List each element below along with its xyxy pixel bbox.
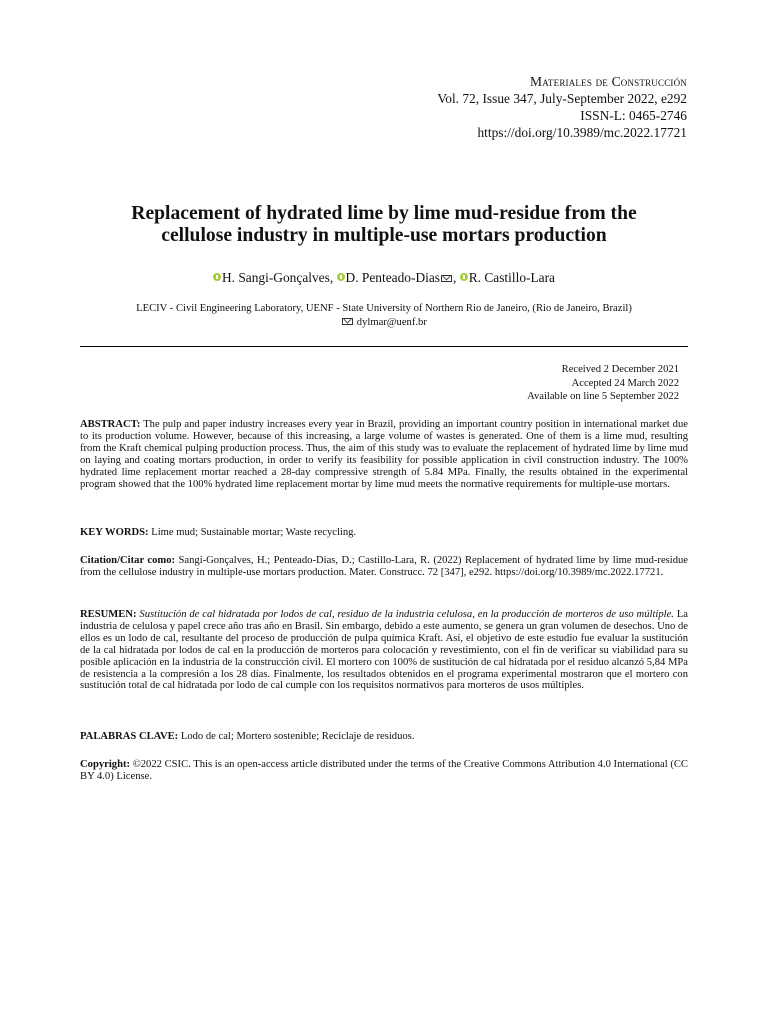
- email-link[interactable]: dylmar@uenf.br: [356, 317, 427, 328]
- author-list: [80, 270, 688, 286]
- received-date: Received 2 December 2021: [561, 364, 679, 375]
- orcid-icon[interactable]: [460, 273, 468, 281]
- journal-doi-link[interactable]: https://doi.org/10.3989/mc.2022.17721: [477, 125, 687, 140]
- abstract-label: ABSTRACT:: [80, 419, 141, 430]
- resumen-text: La industria de celulosa y papel crece año tras año en Brasil. Sin embargo, debido a este aumento, se genera un gran volumen de desechos. Uno de ellos es un lodo de cal, resultante del proceso de producción de pulpa química Kraft. Así, el objetivo de este estudio fue evaluar la sustitución de la cal hidratada por lodos de cal en la producción de morteros para colocación y revestimiento, con el fin de verificar su viabilidad para su posible aplicación en la industria de la construcción civil. El mortero con 100% de sustitución de cal hidratada por el residuo alcanzó 5,84 MPa de resistencia a la compresión a los 28 días. Finalmente, los resultados obtenidos en el programa experimental mostraron que el mortero con sustitución total de cal hidratada por lodo de cal cumple con los requisitos normativos para morteros de usos múltiples.: [80, 609, 689, 692]
- affiliation-block: [80, 302, 688, 330]
- copyright: [80, 759, 688, 783]
- journal-name: Materiales de Construcción: [530, 74, 687, 89]
- author-name[interactable]: H. Sangi-Gonçalves: [221, 270, 330, 285]
- copyright-text: ©2022 CSIC. This is an open-access article distributed under the terms of the Creative Commons Attribution 4.0 International (CC BY 4.0) License.: [80, 759, 688, 782]
- affiliation: LECIV - Civil Engineering Laboratory, UENF - State University of Northern Rio de Janeiro, (Rio de Janeiro, Brazil): [136, 303, 632, 314]
- corresponding-email: [80, 316, 688, 330]
- resumen-label: RESUMEN:: [80, 609, 137, 620]
- author-name[interactable]: R. Castillo-Lara: [468, 270, 555, 285]
- journal-volume: Vol. 72, Issue 347, July-September 2022, e292: [437, 91, 687, 106]
- journal-header: [437, 73, 687, 141]
- citation-label: Citation/Citar como:: [80, 555, 176, 566]
- author-separator: ,: [453, 270, 460, 285]
- header-divider: [80, 346, 688, 347]
- title-line-2: cellulose industry in multiple-use mortars production: [161, 225, 607, 246]
- title-line-1: Replacement of hydrated lime by lime mud-residue from the: [131, 203, 637, 224]
- abstract-text: The pulp and paper industry increases every year in Brazil, providing an important country position in international market due to its production volume. However, because of this increasing, a large volume of wastes is generated. One of them is a lime mud, resulting from the Kraft chemical pulping production process. Thus, the aim of this study was to evaluate the replacement of hydrated lime by lime mud on laying and coating mortars production, in order to verify its feasibility for possible application in civil construction industry. The 100% hydrated lime replacement mortar reached a 28-day compressive strength of 5.84 MPa. Finally, the results obtained in the experimental program showed that the 100% hydrated lime replacement mortar by lime mud meets the normative requirements for multiple-use mortars.: [80, 419, 688, 490]
- citation-text: Sangi-Gonçalves, H.; Penteado-Dias, D.; Castillo-Lara, R. (2022) Replacement of hydrated lime by lime mud-residue from the cellulose industry in multiple-use mortars production. Mater. Construcc. 72 [347], e292. https://doi.org/10.3989/mc.2022.17721.: [80, 555, 689, 578]
- journal-issn: ISSN-L: 0465-2746: [580, 108, 687, 123]
- resumen: [80, 609, 688, 692]
- article-dates: [527, 363, 679, 404]
- keywords: [80, 527, 688, 539]
- palabras-label: PALABRAS CLAVE:: [80, 731, 179, 742]
- palabras-clave: [80, 731, 688, 743]
- accepted-date: Accepted 24 March 2022: [571, 377, 679, 389]
- keywords-text: Lime mud; Sustainable mortar; Waste recycling.: [151, 527, 357, 538]
- author-separator: ,: [329, 270, 337, 285]
- envelope-icon: [342, 318, 353, 325]
- citation: [80, 555, 688, 579]
- available-date: Available on line 5 September 2022: [527, 391, 679, 402]
- author-name[interactable]: D. Penteado-Dias: [345, 270, 441, 285]
- envelope-icon[interactable]: [441, 275, 452, 282]
- article-title: [80, 203, 688, 247]
- resumen-title: Sustitución de cal hidratada por lodos de cal, residuo de la industria celulosa, en la producción de morteros de uso múltiple.: [139, 609, 674, 620]
- palabras-text: Lodo de cal; Mortero sostenible; Reciclaje de residuos.: [180, 731, 415, 742]
- abstract: [80, 419, 688, 490]
- copyright-label: Copyright:: [80, 759, 131, 770]
- keywords-label: KEY WORDS:: [80, 527, 149, 538]
- orcid-icon[interactable]: [337, 273, 345, 281]
- orcid-icon[interactable]: [213, 273, 221, 281]
